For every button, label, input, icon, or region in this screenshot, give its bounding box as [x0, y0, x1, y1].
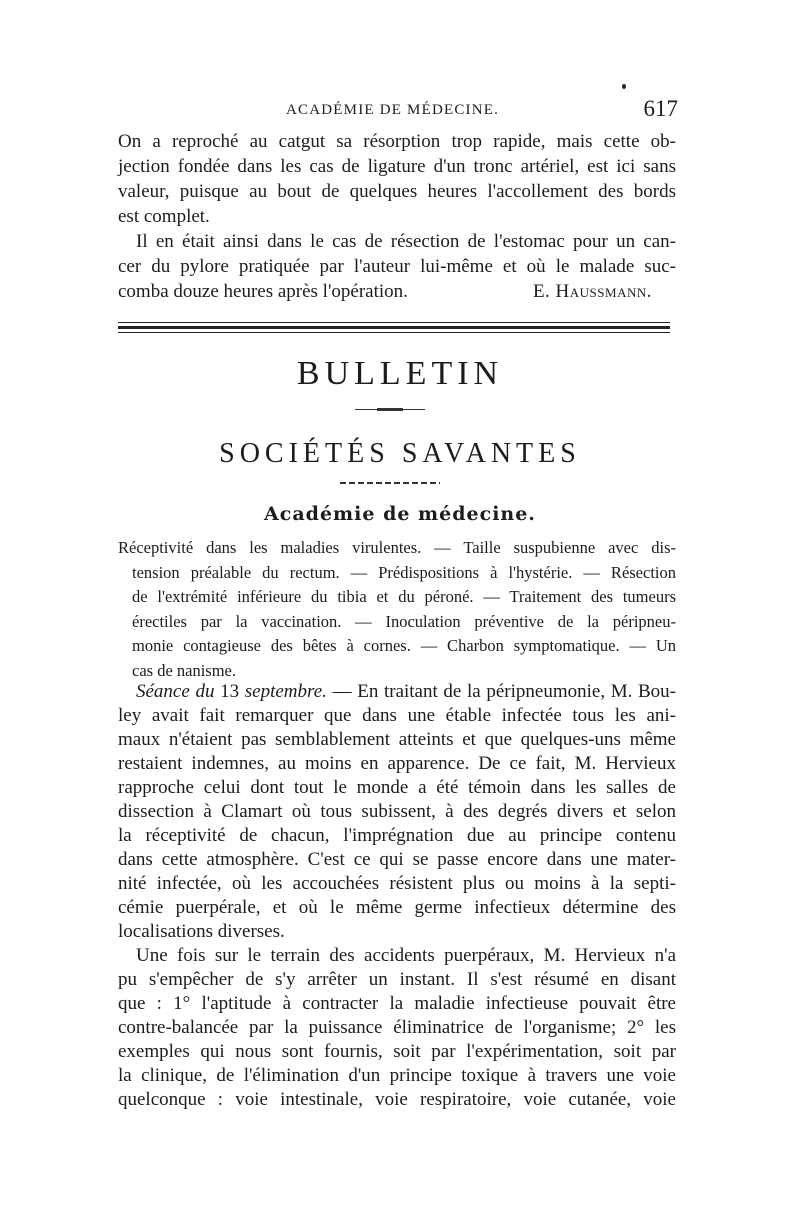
speck-mark [622, 84, 626, 89]
dashed-divider [340, 482, 440, 484]
author-signature: E. Haussmann. [532, 281, 652, 302]
summary-line: tension préalable du rectum. — Prédispositions à l'hystérie. — Résection [132, 562, 676, 582]
text-line: rapproche celui dont tout le monde a été témoin dans les salles de [118, 777, 676, 798]
summary-line: érectiles par la vaccination. — Inoculation préventive de la péripneu- [132, 611, 676, 631]
section-divider [118, 322, 670, 336]
text-line: cer du pylore pratiquée par l'auteur lui-même et où le malade suc- [118, 256, 676, 277]
text-line: localisations diverses. [118, 921, 285, 942]
bulletin-title: BULLETIN [296, 355, 504, 392]
text-line: contre-balancée par la puissance éliminatrice de l'organisme; 2° les [118, 1017, 676, 1038]
text-line: quelconque : voie intestinale, voie respiratoire, voie cutanée, voie [118, 1089, 676, 1110]
section-title: SOCIÉTÉS SAVANTES [219, 438, 581, 469]
text-line: cémie puerpérale, et où le même germe infectieux détermine des [118, 897, 676, 918]
summary-line: cas de nanisme. [132, 660, 237, 680]
session-opening-line [118, 680, 676, 704]
session-date-month: septembre. [244, 681, 327, 702]
text-line: Une fois sur le terrain des accidents puerpéraux, M. Hervieux n'a [136, 945, 676, 966]
summary-line: de l'extrémité inférieure du tibia et du péroné. — Traitement des tumeurs [132, 587, 676, 606]
ornament-divider [355, 408, 425, 411]
text-line: la réceptivité de chacun, l'imprégnation due au principe contenu [118, 825, 676, 846]
text-line: maux n'étaient pas semblablement atteints et que quelques-uns même [118, 729, 676, 750]
page-number: 617 [643, 96, 678, 121]
running-header [118, 96, 678, 126]
signature-line [118, 279, 676, 304]
text-line: On a reproché au catgut sa résorption trop rapide, mais cette ob- [118, 131, 676, 152]
text-line: la clinique, de l'élimination d'un principe toxique à travers une voie [118, 1065, 676, 1086]
text-line: pu s'empêcher de s'y arrêter un instant. Il s'est résumé en disant [118, 969, 676, 990]
text-line: jection fondée dans les cas de ligature d'un tronc artériel, est ici sans [118, 156, 676, 177]
text-line: nité infectée, où les accouchées résistent plus ou moins à la septi- [118, 873, 676, 894]
text-line: ley avait fait remarquer que dans une étable infectée tous les ani- [118, 705, 676, 726]
session-label: Séance du [136, 681, 215, 702]
text-line: dissection à Clamart où tous subissent, à des degrés divers et selon [118, 801, 676, 822]
text-line: que : 1° l'aptitude à contracter la maladie infectieuse pouvait être [118, 993, 676, 1014]
subsection-title: Académie de médecine. [264, 503, 536, 525]
article-ending [118, 129, 676, 304]
text-line: exemples qui nous sont fournis, soit par l'expérimentation, soit par [118, 1041, 676, 1062]
text-line: comba douze heures après l'opération. [118, 281, 408, 302]
text-line: dans cette atmosphère. C'est ce qui se passe encore dans une mater- [118, 849, 676, 870]
text-line: Il en était ainsi dans le cas de résection de l'estomac pour un can- [136, 231, 676, 252]
text-line: — En traitant de la péripneumonie, M. Bou- [332, 681, 677, 702]
summary-line: Réceptivité dans les maladies virulentes. — Taille suspubienne avec dis- [118, 538, 676, 557]
summary-line: monie contagieuse des bêtes à cornes. — Charbon symptomatique. — Un [132, 636, 676, 655]
running-title: ACADÉMIE DE MÉDECINE. [286, 102, 500, 118]
text-line: valeur, puisque au bout de quelques heures l'accollement des bords [118, 181, 676, 202]
session-summary [118, 536, 676, 683]
session-report [118, 680, 676, 1112]
text-line: restaient indemnes, au moins en apparence. De ce fait, M. Hervieux [118, 753, 676, 774]
text-line: est complet. [118, 206, 210, 227]
session-date-number: 13 [220, 681, 240, 702]
